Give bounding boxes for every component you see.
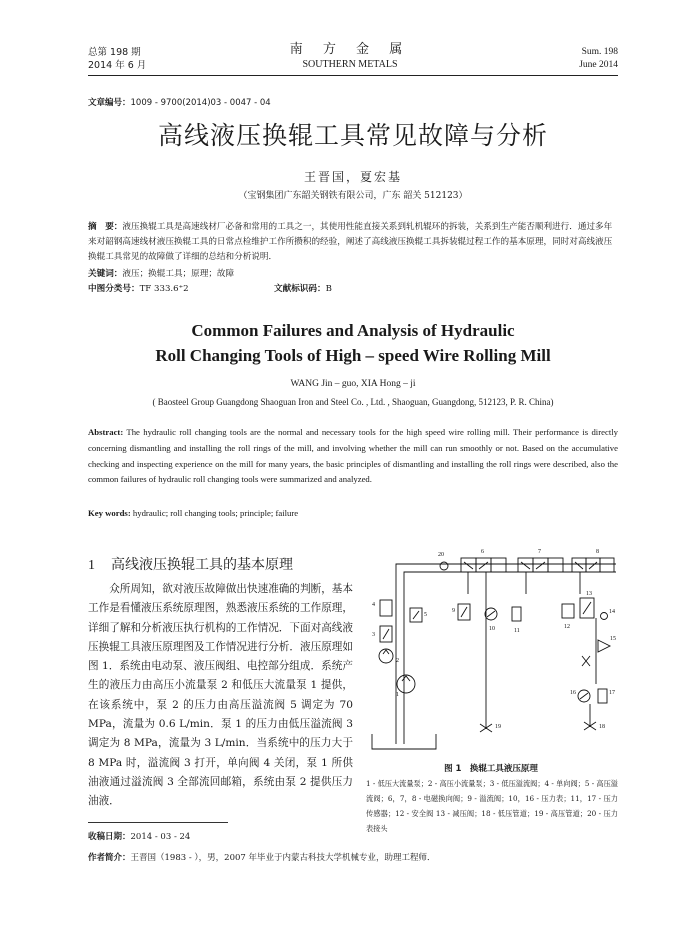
solenoid-valve-6	[461, 558, 506, 572]
fig-label: 18	[599, 724, 605, 730]
fig-label: 8	[596, 549, 599, 555]
header-issue-en: Sum. 198	[581, 47, 618, 57]
journal-name-cn: 南 方 金 属	[289, 42, 411, 57]
fig-label: 20	[438, 552, 444, 558]
fig-label: 19	[495, 724, 501, 730]
author-bio-label: 作者简介：	[88, 853, 131, 863]
title-cn: 高线液压换辊工具常见故障与分析	[157, 121, 548, 150]
header-issue-info-en	[520, 46, 618, 72]
article-number	[88, 96, 271, 108]
title-en-line2: Roll Changing Tools of High – speed Wire Rolling Mill	[155, 346, 551, 365]
component-15	[598, 640, 610, 652]
fig-label: 16	[570, 690, 576, 696]
author-bio-value: 王晋国（1983 - ），男，2007 年毕业于内蒙古科技大学机械专业，助理工程师．	[130, 853, 436, 863]
keywords-cn	[88, 267, 618, 282]
fig-label: 4	[372, 602, 375, 608]
solenoid-valve-7	[518, 558, 563, 572]
abstract-en	[88, 425, 618, 488]
gauge-connector-20	[440, 562, 448, 570]
fig-label: 11	[514, 628, 520, 634]
abstract-cn	[88, 220, 618, 265]
fig-label: 5	[424, 612, 427, 618]
pressure-line	[396, 564, 616, 744]
figure-legend: 1 - 低压大流量泵；2 - 高压小流量泵；3 - 低压溢流阀；4 - 单向阀；5 - 高压溢流阀；6，7，8 - 电磁换向阀；9 - 溢流阀；10，16 - 压力表；11，17 - 压力传感器；12 - 安全阀 13 - 减压阀；18 - 低压管道；19 - 高压管道；20 - 压力表接头	[366, 779, 618, 833]
document-code	[274, 282, 332, 297]
fig-label: 17	[609, 690, 615, 696]
classification-row	[88, 282, 618, 297]
article-number-label: 文章编号：	[88, 98, 131, 108]
article-number-value: 1009 - 9700(2014)03 - 0047 - 04	[130, 98, 271, 108]
abstract-cn-text: 液压换辊工具是高速线材厂必备和常用的工具之一，其使用性能直接关系到轧机辊环的拆装，关系到生产能否顺利进行．通过多年来对韶钢高速线材液压换辊工具的日常点检维护工作所攒积的经验，阐述了高线液压换辊工具拆装辊过程工作的基本原理，同时对高线液压换辊工具常见的故障做了详细的总结和分析说明．	[88, 222, 613, 262]
figure-caption: 图 1 换辊工具液压原理	[444, 764, 538, 774]
section-1-title: 高线液压换辊工具的基本原理	[111, 557, 293, 573]
authors-en: WANG Jin – guo, XIA Hong – ji	[290, 379, 416, 389]
clc-label: 中图分类号：	[88, 284, 140, 294]
throttle	[582, 656, 590, 666]
clc-value: TF 333.6⁺2	[139, 284, 189, 294]
fig-label: 13	[586, 591, 592, 597]
abstract-en-label: Abstract:	[88, 427, 124, 437]
keywords-en-text: hydraulic; roll changing tools; principle; failure	[130, 508, 299, 518]
fig-label: 3	[372, 632, 375, 638]
check-valve-4	[380, 600, 392, 616]
section-1-heading	[88, 554, 293, 574]
affiliation-cn: （宝钢集团广东韶关钢铁有限公司，广东 韶关 512123）	[238, 191, 468, 201]
check-valve-14	[601, 613, 608, 620]
title-en	[88, 318, 618, 368]
section-1-body: 众所周知，欲对液压故障做出快速准确的判断，基本工作是看懂液压系统原理图，熟悉液压系统的工作原理，详细了解和分析液压执行机构的工作情况．下面对高线液压换辊工具液压原理图及工作情况进行分析．液压原理如图 1．系统由电动泵、液压阀组、电控部分组成．系统产生的液压力由高压小流量泵 2 和低压大流量泵 1 提供，在该系统中，泵 2 的压力由高压溢流阀 5 调定为 70 MPa，流量为 0.6 L/min．泵 1 的压力由低压溢流阀 3 调定为 8 MPa，流量为 3 L/min．当系统中的压力大于 8 MPa 时，溢流阀 3 打开，单向阀 4 关闭，泵 1 所供油液通过溢流阀 3 全部流回邮箱，系统由泵 2 提供压力油液．	[88, 583, 353, 808]
fig-label: 9	[452, 608, 455, 614]
header-divider	[88, 75, 618, 76]
abstract-cn-label: 摘 要：	[88, 222, 123, 232]
fig-label: 12	[564, 624, 570, 630]
received-value: 2014 - 03 - 24	[130, 832, 191, 842]
pressure-sensor-11	[512, 607, 521, 621]
received-date	[88, 830, 190, 842]
keywords-en-label: Key words:	[88, 508, 131, 518]
header-issue-info	[88, 46, 146, 72]
header-date-cn: 2014 年 6 月	[88, 60, 147, 71]
solenoid-valve-8	[572, 558, 614, 572]
fig-label: 10	[489, 626, 495, 632]
header-issue-cn: 总第 198 期	[88, 47, 141, 58]
affiliation-en: ( Baosteel Group Guangdong Shaoguan Iron and Steel Co. , Ltd. , Shaoguan, Guangdong, 512123, P. R. China)	[152, 397, 554, 407]
fig-label: 1	[396, 692, 399, 698]
pressure-sensor-17	[598, 689, 607, 703]
lp-pump-1	[397, 675, 415, 693]
safety-valve-12	[562, 604, 574, 618]
fig-label: 2	[396, 658, 399, 664]
fig-label: 14	[609, 609, 615, 615]
keywords-cn-label: 关键词：	[88, 269, 123, 279]
section-1-number: 1	[88, 558, 95, 573]
author-bio	[88, 851, 436, 863]
journal-masthead	[250, 42, 450, 72]
abstract-en-text: The hydraulic roll changing tools are the normal and necessary tools for the high speed wire rolling mill. Their performance is directly concerning dismantling and installing the roll rings of the mill, and involving whether the mill can run smoothly or not. Based on the accumulative checking and inspecting experience on the mill for many years, the basic principles of dismantling and installing the roll rings were described, also the common failures of hydraulic roll changing tools were summarized and analyzed.	[88, 427, 618, 485]
fig-label: 6	[481, 549, 484, 555]
fig-label: 15	[610, 636, 616, 642]
keywords-cn-text: 液压；换辊工具；原理；故障	[122, 269, 235, 279]
keywords-en	[88, 508, 298, 518]
hp-pump-2	[379, 649, 393, 663]
received-label: 收稿日期：	[88, 832, 131, 842]
hydraulic-schematic-figure	[366, 544, 616, 762]
authors-cn: 王晋国，夏宏基	[303, 170, 402, 184]
journal-name-en: SOUTHERN METALS	[302, 59, 398, 70]
doc-code-label: 文献标识码：	[274, 284, 326, 294]
footnote-divider	[88, 822, 228, 823]
doc-code-value: B	[325, 284, 332, 294]
fig-label: 7	[538, 549, 541, 555]
header-date-en: June 2014	[579, 60, 618, 70]
title-en-line1: Common Failures and Analysis of Hydraulic	[191, 321, 515, 340]
